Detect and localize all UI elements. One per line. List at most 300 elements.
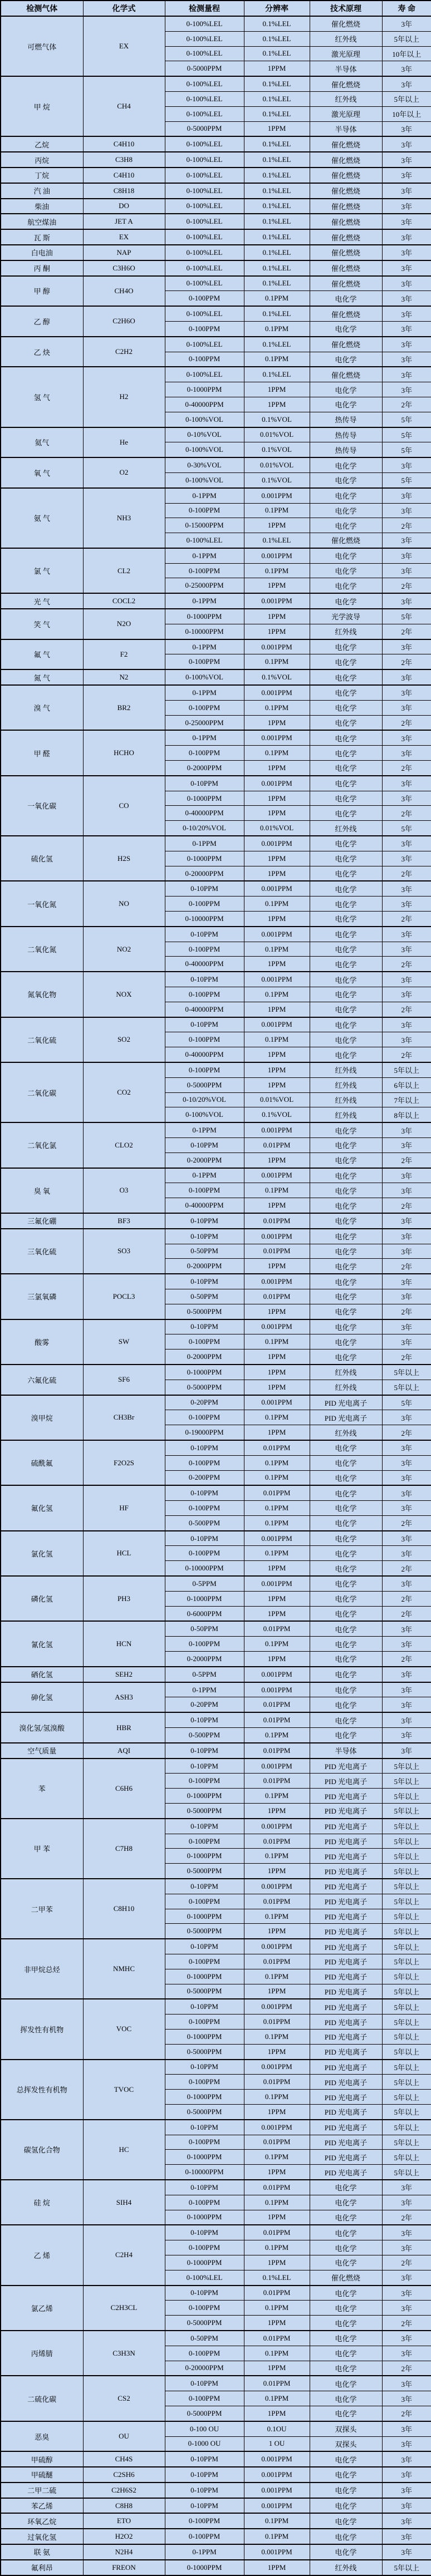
range-cell: 0-10PPM — [165, 1137, 244, 1152]
lifespan-cell: 3年 — [382, 1274, 431, 1289]
lifespan-cell: 2年 — [382, 2255, 431, 2270]
range-cell: 0-5000PPM — [165, 2316, 244, 2331]
resolution-cell: 0.1PPM — [244, 1637, 310, 1652]
principle-cell: PID 光电离子 — [310, 1395, 382, 1410]
range-cell: 0-10PPM — [165, 1819, 244, 1834]
principle-cell: 电化学 — [310, 2467, 382, 2483]
range-cell: 0-100PPM — [165, 2346, 244, 2361]
lifespan-cell: 3年 — [382, 2225, 431, 2240]
range-cell: 0-2000PPM — [165, 1259, 244, 1274]
range-cell: 0-100%LEL — [165, 367, 244, 382]
lifespan-cell: 3年 — [382, 1621, 431, 1636]
principle-cell: 电化学 — [310, 1259, 382, 1274]
range-cell: 0-1PPM — [165, 1682, 244, 1697]
range-cell: 0-20PPM — [165, 1395, 244, 1410]
principle-cell: 双探头 — [310, 2421, 382, 2436]
range-cell: 0-19000PPM — [165, 1425, 244, 1440]
lifespan-cell: 2年 — [382, 2361, 431, 2376]
gas-name-cell: 过氧化氢 — [1, 2529, 83, 2544]
principle-cell: 红外线 — [310, 1062, 382, 1077]
gas-name-cell: 空气质量 — [1, 1743, 83, 1759]
lifespan-cell: 3年 — [382, 1728, 431, 1743]
lifespan-cell: 5年以上 — [382, 1380, 431, 1395]
range-cell: 0-100PPM — [165, 2135, 244, 2150]
lifespan-cell: 2年 — [382, 957, 431, 972]
chemical-formula-cell: N2 — [83, 669, 165, 685]
gas-name-cell: 氟利昂 — [1, 2560, 83, 2575]
gas-name-cell: 氟 气 — [1, 639, 83, 670]
gas-name-cell: 二氧化氯 — [1, 1122, 83, 1168]
principle-cell: 电化学 — [310, 2301, 382, 2316]
range-cell: 0-10%VOL — [165, 427, 244, 442]
chemical-formula-cell: CH3Br — [83, 1395, 165, 1440]
range-cell: 0-100PPM — [165, 352, 244, 367]
table-row — [1, 1319, 431, 1334]
range-cell: 0-100%LEL — [165, 91, 244, 106]
principle-cell: 电化学 — [310, 1229, 382, 1244]
resolution-cell: 0.001PPM — [244, 1395, 310, 1410]
resolution-cell: 1PPM — [244, 382, 310, 397]
range-cell: 0-10PPM — [165, 927, 244, 942]
resolution-cell: 0.1PPM — [244, 503, 310, 518]
principle-cell: 红外线 — [310, 1107, 382, 1122]
principle-cell: 电化学 — [310, 1470, 382, 1485]
range-cell: 0-5000PPM — [165, 2406, 244, 2421]
resolution-cell: 0.1%LEL — [244, 76, 310, 91]
resolution-cell: 1PPM — [244, 397, 310, 412]
range-cell: 0-100PPM — [165, 897, 244, 912]
gas-name-cell: 三氧化硫 — [1, 1229, 83, 1274]
range-cell: 0-100PPM — [165, 1455, 244, 1470]
resolution-cell: 1PPM — [244, 2560, 310, 2575]
table-row — [1, 2421, 431, 2436]
lifespan-cell: 2年 — [382, 2210, 431, 2225]
table-header-row — [1, 1, 431, 16]
range-cell: 0-20000PPM — [165, 2361, 244, 2376]
chemical-formula-cell: C2H6S2 — [83, 2483, 165, 2498]
principle-cell: 电化学 — [310, 2406, 382, 2421]
principle-cell: 催化燃烧 — [310, 260, 382, 276]
range-cell: 0-100PPM — [165, 563, 244, 578]
range-cell: 0-100PPM — [165, 1062, 244, 1077]
resolution-cell: 0.1PPM — [244, 654, 310, 669]
range-cell: 0-5000PPM — [165, 1304, 244, 1319]
resolution-cell: 1PPM — [244, 121, 310, 136]
lifespan-cell: 3年 — [382, 1440, 431, 1455]
resolution-cell: 0.1%LEL — [244, 199, 310, 214]
table-row — [1, 260, 431, 276]
resolution-cell: 1PPM — [244, 1606, 310, 1621]
table-row — [1, 168, 431, 183]
lifespan-cell: 3年 — [382, 2301, 431, 2316]
resolution-cell: 0.1PPM — [244, 987, 310, 1002]
resolution-cell: 0.1PPM — [244, 2090, 310, 2105]
principle-cell: PID 光电离子 — [310, 2029, 382, 2044]
resolution-cell: 0.001PPM — [244, 2498, 310, 2514]
principle-cell: 电化学 — [310, 685, 382, 700]
principle-cell: 催化燃烧 — [310, 306, 382, 321]
table-row — [1, 2483, 431, 2498]
gas-name-cell: 乙 醇 — [1, 306, 83, 337]
principle-cell: 电化学 — [310, 2483, 382, 2498]
resolution-cell: 0.01PPM — [244, 1697, 310, 1712]
resolution-cell: 0.01PPM — [244, 1289, 310, 1304]
header-formula: 化学式 — [83, 1, 165, 16]
lifespan-cell: 5年以上 — [382, 1879, 431, 1894]
range-cell: 0-10000PPM — [165, 1561, 244, 1576]
gas-name-cell: 乙 烯 — [1, 2225, 83, 2285]
resolution-cell: 0.1%LEL — [244, 245, 310, 260]
principle-cell: PID 光电离子 — [310, 1909, 382, 1924]
lifespan-cell: 2年 — [382, 2406, 431, 2421]
lifespan-cell: 5年以上 — [382, 2044, 431, 2059]
resolution-cell: 0.1%LEL — [244, 533, 310, 548]
lifespan-cell: 5年以上 — [382, 2075, 431, 2090]
chemical-formula-cell: C2H4 — [83, 2225, 165, 2285]
gas-name-cell: 氰化氢 — [1, 1621, 83, 1666]
range-cell: 0-5000PPM — [165, 1864, 244, 1879]
chemical-formula-cell: C7H8 — [83, 1819, 165, 1879]
principle-cell: 红外线 — [310, 2560, 382, 2575]
principle-cell: 电化学 — [310, 472, 382, 487]
resolution-cell: 0.1%LEL — [244, 46, 310, 61]
range-cell: 0-100PPM — [165, 2014, 244, 2030]
principle-cell: 双探头 — [310, 2436, 382, 2451]
lifespan-cell: 5年以上 — [382, 1984, 431, 1999]
table-row — [1, 881, 431, 896]
lifespan-cell: 3年 — [382, 1319, 431, 1334]
lifespan-cell: 3年 — [382, 245, 431, 260]
resolution-cell: 0.1%LEL — [244, 337, 310, 352]
lifespan-cell: 3年 — [382, 563, 431, 578]
resolution-cell: 0.1PPM — [244, 1032, 310, 1047]
table-row — [1, 1999, 431, 2014]
chemical-formula-cell: HBR — [83, 1712, 165, 1743]
range-cell: 0-1PPM — [165, 1168, 244, 1183]
principle-cell: PID 光电离子 — [310, 1939, 382, 1954]
lifespan-cell: 3年 — [382, 321, 431, 336]
resolution-cell: 0.001PPM — [244, 2467, 310, 2483]
resolution-cell: 0.001PPM — [244, 1017, 310, 1032]
range-cell: 0-100PPM — [165, 1501, 244, 1516]
resolution-cell: 0.1%LEL — [244, 106, 310, 121]
principle-cell: 电化学 — [310, 457, 382, 472]
range-cell: 0-100PPM — [165, 1774, 244, 1789]
principle-cell: 电化学 — [310, 1152, 382, 1168]
lifespan-cell: 3年 — [382, 639, 431, 654]
resolution-cell: 0.001PPM — [244, 836, 310, 851]
principle-cell: 电化学 — [310, 1032, 382, 1047]
gas-name-cell: 柴油 — [1, 199, 83, 214]
gas-name-cell: 二甲苯 — [1, 1879, 83, 1939]
resolution-cell: 0.1PPM — [244, 2346, 310, 2361]
range-cell: 0-10PPM — [165, 1213, 244, 1229]
lifespan-cell: 3年 — [382, 2240, 431, 2255]
lifespan-cell: 3年 — [382, 851, 431, 866]
principle-cell: 电化学 — [310, 761, 382, 776]
resolution-cell: 0.1%LEL — [244, 214, 310, 229]
range-cell: 0-1PPM — [165, 488, 244, 503]
gas-name-cell: 丁烷 — [1, 168, 83, 183]
resolution-cell: 0.01PPM — [244, 2180, 310, 2195]
chemical-formula-cell: C8H8 — [83, 2498, 165, 2514]
principle-cell: 电化学 — [310, 942, 382, 957]
resolution-cell: 1PPM — [244, 1864, 310, 1879]
resolution-cell: 1PPM — [244, 2406, 310, 2421]
gas-name-cell: 三氯氧磷 — [1, 1274, 83, 1319]
chemical-formula-cell: He — [83, 427, 165, 458]
principle-cell: 红外线 — [310, 1092, 382, 1107]
lifespan-cell: 3年 — [382, 306, 431, 321]
gas-name-cell: 苯乙烯 — [1, 2498, 83, 2514]
range-cell: 0-100%VOL — [165, 1107, 244, 1122]
resolution-cell: 0.01PPM — [244, 2075, 310, 2090]
resolution-cell: 0.1PPM — [244, 2240, 310, 2255]
lifespan-cell: 3年 — [382, 1501, 431, 1516]
range-cell: 0-10PPM — [165, 2060, 244, 2075]
chemical-formula-cell: ASH3 — [83, 1682, 165, 1713]
lifespan-cell: 3年 — [382, 1410, 431, 1425]
resolution-cell: 0.1%VOL — [244, 669, 310, 685]
lifespan-cell: 3年 — [382, 168, 431, 183]
resolution-cell: 0.001PPM — [244, 776, 310, 791]
resolution-cell: 0.001PPM — [244, 927, 310, 942]
range-cell: 0-1000PPM — [165, 1365, 244, 1380]
lifespan-cell: 3年 — [382, 776, 431, 791]
resolution-cell: 1PPM — [244, 806, 310, 821]
principle-cell: 电化学 — [310, 2391, 382, 2406]
resolution-cell: 1PPM — [244, 2044, 310, 2059]
principle-cell: 热传导 — [310, 442, 382, 457]
range-cell: 0-10PPM — [165, 1712, 244, 1727]
range-cell: 0-10PPM — [165, 1879, 244, 1894]
range-cell: 0-1000PPM — [165, 2090, 244, 2105]
lifespan-cell: 2年 — [382, 806, 431, 821]
principle-cell: 电化学 — [310, 897, 382, 912]
lifespan-cell: 5年以上 — [382, 2029, 431, 2044]
lifespan-cell: 2年 — [382, 1002, 431, 1017]
gas-name-cell: 航空煤油 — [1, 214, 83, 229]
range-cell: 0-1000PPM — [165, 2560, 244, 2575]
principle-cell: 电化学 — [310, 1213, 382, 1229]
chemical-formula-cell: CO — [83, 776, 165, 836]
range-cell: 0-1000PPM — [165, 2150, 244, 2165]
principle-cell: 电化学 — [310, 1652, 382, 1667]
principle-cell: 电化学 — [310, 2255, 382, 2270]
principle-cell: 催化燃烧 — [310, 183, 382, 199]
lifespan-cell: 3年 — [382, 1032, 431, 1047]
resolution-cell: 0.1%LEL — [244, 168, 310, 183]
lifespan-cell: 2年 — [382, 1591, 431, 1606]
lifespan-cell: 3年 — [382, 2467, 431, 2483]
range-cell: 0-2000PPM — [165, 761, 244, 776]
resolution-cell: 0.1%LEL — [244, 229, 310, 245]
resolution-cell: 0.1PPM — [244, 1470, 310, 1485]
range-cell: 0-10PPM — [165, 1319, 244, 1334]
range-cell: 0-5000PPM — [165, 1077, 244, 1092]
resolution-cell: 0.1PPM — [244, 1546, 310, 1561]
resolution-cell: 0.001PPM — [244, 1999, 310, 2014]
table-row — [1, 1213, 431, 1229]
lifespan-cell: 5年以上 — [382, 1062, 431, 1077]
lifespan-cell: 3年 — [382, 987, 431, 1002]
gas-name-cell: 一氧化氮 — [1, 881, 83, 926]
table-row — [1, 1667, 431, 1682]
principle-cell: PID 光电离子 — [310, 1999, 382, 2014]
resolution-cell: 0.1PPM — [244, 563, 310, 578]
resolution-cell: 0.01%VOL — [244, 1092, 310, 1107]
range-cell: 0-100PPM — [165, 746, 244, 761]
range-cell: 0-100%LEL — [165, 152, 244, 168]
table-row — [1, 199, 431, 214]
range-cell: 0-1PPM — [165, 1122, 244, 1137]
lifespan-cell: 2年 — [382, 1304, 431, 1319]
range-cell: 0-100%LEL — [165, 533, 244, 548]
resolution-cell: 0.1PPM — [244, 2150, 310, 2165]
resolution-cell: 0.1PPM — [244, 1455, 310, 1470]
gas-name-cell: 硅 烷 — [1, 2180, 83, 2225]
range-cell: 0-500PPM — [165, 1728, 244, 1743]
chemical-formula-cell: F2 — [83, 639, 165, 670]
gas-name-cell: 瓦 斯 — [1, 229, 83, 245]
gas-name-cell: 笑 气 — [1, 609, 83, 639]
table-row — [1, 2451, 431, 2467]
lifespan-cell: 3年 — [382, 1697, 431, 1712]
range-cell: 0-100PPM — [165, 1334, 244, 1349]
range-cell: 0-5000PPM — [165, 1984, 244, 1999]
resolution-cell: 0.1%LEL — [244, 183, 310, 199]
resolution-cell: 0.1PPM — [244, 746, 310, 761]
resolution-cell: 1PPM — [244, 1198, 310, 1213]
principle-cell: 红外线 — [310, 821, 382, 836]
chemical-formula-cell: SO3 — [83, 1229, 165, 1274]
principle-cell: 电化学 — [310, 2210, 382, 2225]
gas-name-cell: 磷化氢 — [1, 1576, 83, 1621]
gas-name-cell: 乙烷 — [1, 136, 83, 152]
lifespan-cell: 2年 — [382, 397, 431, 412]
resolution-cell: 1PPM — [244, 578, 310, 593]
principle-cell: 光学波导 — [310, 609, 382, 624]
lifespan-cell: 3年 — [382, 1017, 431, 1032]
principle-cell: PID 光电离子 — [310, 1834, 382, 1849]
lifespan-cell: 5年以上 — [382, 1804, 431, 1819]
lifespan-cell: 3年 — [382, 260, 431, 276]
header-range: 检测量程 — [165, 1, 244, 16]
range-cell: 0-100PPM — [165, 2529, 244, 2544]
lifespan-cell: 3年 — [382, 2180, 431, 2195]
range-cell: 0-40000PPM — [165, 1047, 244, 1062]
chemical-formula-cell: N2O — [83, 609, 165, 639]
lifespan-cell: 2年 — [382, 1259, 431, 1274]
resolution-cell: 0.001PPM — [244, 1229, 310, 1244]
lifespan-cell: 5年 — [382, 609, 431, 624]
principle-cell: 催化燃烧 — [310, 152, 382, 168]
table-row — [1, 972, 431, 987]
table-row — [1, 183, 431, 199]
gas-name-cell: 氯乙烯 — [1, 2286, 83, 2331]
principle-cell: 电化学 — [310, 2195, 382, 2210]
lifespan-cell: 3年 — [382, 503, 431, 518]
resolution-cell: 1PPM — [244, 1304, 310, 1319]
gas-name-cell: 氯化氢 — [1, 1531, 83, 1576]
lifespan-cell: 3年 — [382, 199, 431, 214]
lifespan-cell: 5年以上 — [382, 1819, 431, 1834]
lifespan-cell: 2年 — [382, 624, 431, 639]
gas-name-cell: 氢 气 — [1, 367, 83, 427]
lifespan-cell: 3年 — [382, 291, 431, 306]
range-cell: 0-50PPM — [165, 1244, 244, 1259]
table-row — [1, 1229, 431, 1244]
gas-name-cell: 甲 烷 — [1, 76, 83, 136]
range-cell: 0-10PPM — [165, 1440, 244, 1455]
lifespan-cell: 3年 — [382, 214, 431, 229]
lifespan-cell: 2年 — [382, 518, 431, 533]
range-cell: 0-50PPM — [165, 2331, 244, 2346]
lifespan-cell: 3年 — [382, 352, 431, 367]
lifespan-cell: 10年以上 — [382, 106, 431, 121]
resolution-cell: 0.1PPM — [244, 291, 310, 306]
principle-cell: 电化学 — [310, 1682, 382, 1697]
table-row — [1, 16, 431, 31]
resolution-cell: 1PPM — [244, 2255, 310, 2270]
resolution-cell: 1PPM — [244, 624, 310, 639]
table-row — [1, 1879, 431, 1894]
table-row — [1, 214, 431, 229]
resolution-cell: 0.001PPM — [244, 1682, 310, 1697]
range-cell: 0-100%LEL — [165, 2270, 244, 2285]
resolution-cell: 0.1%VOL — [244, 1107, 310, 1122]
lifespan-cell: 2年 — [382, 1606, 431, 1621]
principle-cell: 电化学 — [310, 927, 382, 942]
range-cell: 0-1PPM — [165, 2544, 244, 2560]
range-cell: 0-100%LEL — [165, 183, 244, 199]
principle-cell: 电化学 — [310, 382, 382, 397]
lifespan-cell: 3年 — [382, 1470, 431, 1485]
lifespan-cell: 2年 — [382, 578, 431, 593]
resolution-cell: 0.1%LEL — [244, 31, 310, 46]
lifespan-cell: 3年 — [382, 1334, 431, 1349]
resolution-cell: 0.01PPM — [244, 1137, 310, 1152]
lifespan-cell: 3年 — [382, 1289, 431, 1304]
range-cell: 0-1PPM — [165, 836, 244, 851]
resolution-cell: 0.1%LEL — [244, 2270, 310, 2285]
chemical-formula-cell: H2S — [83, 836, 165, 881]
principle-cell: PID 光电离子 — [310, 2104, 382, 2119]
lifespan-cell: 3年 — [382, 382, 431, 397]
lifespan-cell: 3年 — [382, 2483, 431, 2498]
range-cell: 0-100%VOL — [165, 472, 244, 487]
principle-cell: 半导体 — [310, 1743, 382, 1759]
principle-cell: 电化学 — [310, 851, 382, 866]
gas-name-cell: 溴 气 — [1, 685, 83, 730]
resolution-cell: 1PPM — [244, 851, 310, 866]
range-cell: 0-20000PPM — [165, 866, 244, 881]
chemical-formula-cell: C3H6O — [83, 260, 165, 276]
lifespan-cell: 2年 — [382, 1349, 431, 1365]
lifespan-cell: 3年 — [382, 76, 431, 91]
gas-name-cell: 氮 气 — [1, 669, 83, 685]
gas-name-cell: 溴化氢/氢溴酸 — [1, 1712, 83, 1743]
table-row — [1, 548, 431, 563]
principle-cell: 催化燃烧 — [310, 136, 382, 152]
table-row — [1, 1939, 431, 1954]
range-cell: 0-1000PPM — [165, 791, 244, 806]
resolution-cell: 1PPM — [244, 957, 310, 972]
principle-cell: 热传导 — [310, 412, 382, 427]
lifespan-cell: 3年 — [382, 700, 431, 715]
principle-cell: 电化学 — [310, 1002, 382, 1017]
range-cell: 0-100 OU — [165, 2421, 244, 2436]
